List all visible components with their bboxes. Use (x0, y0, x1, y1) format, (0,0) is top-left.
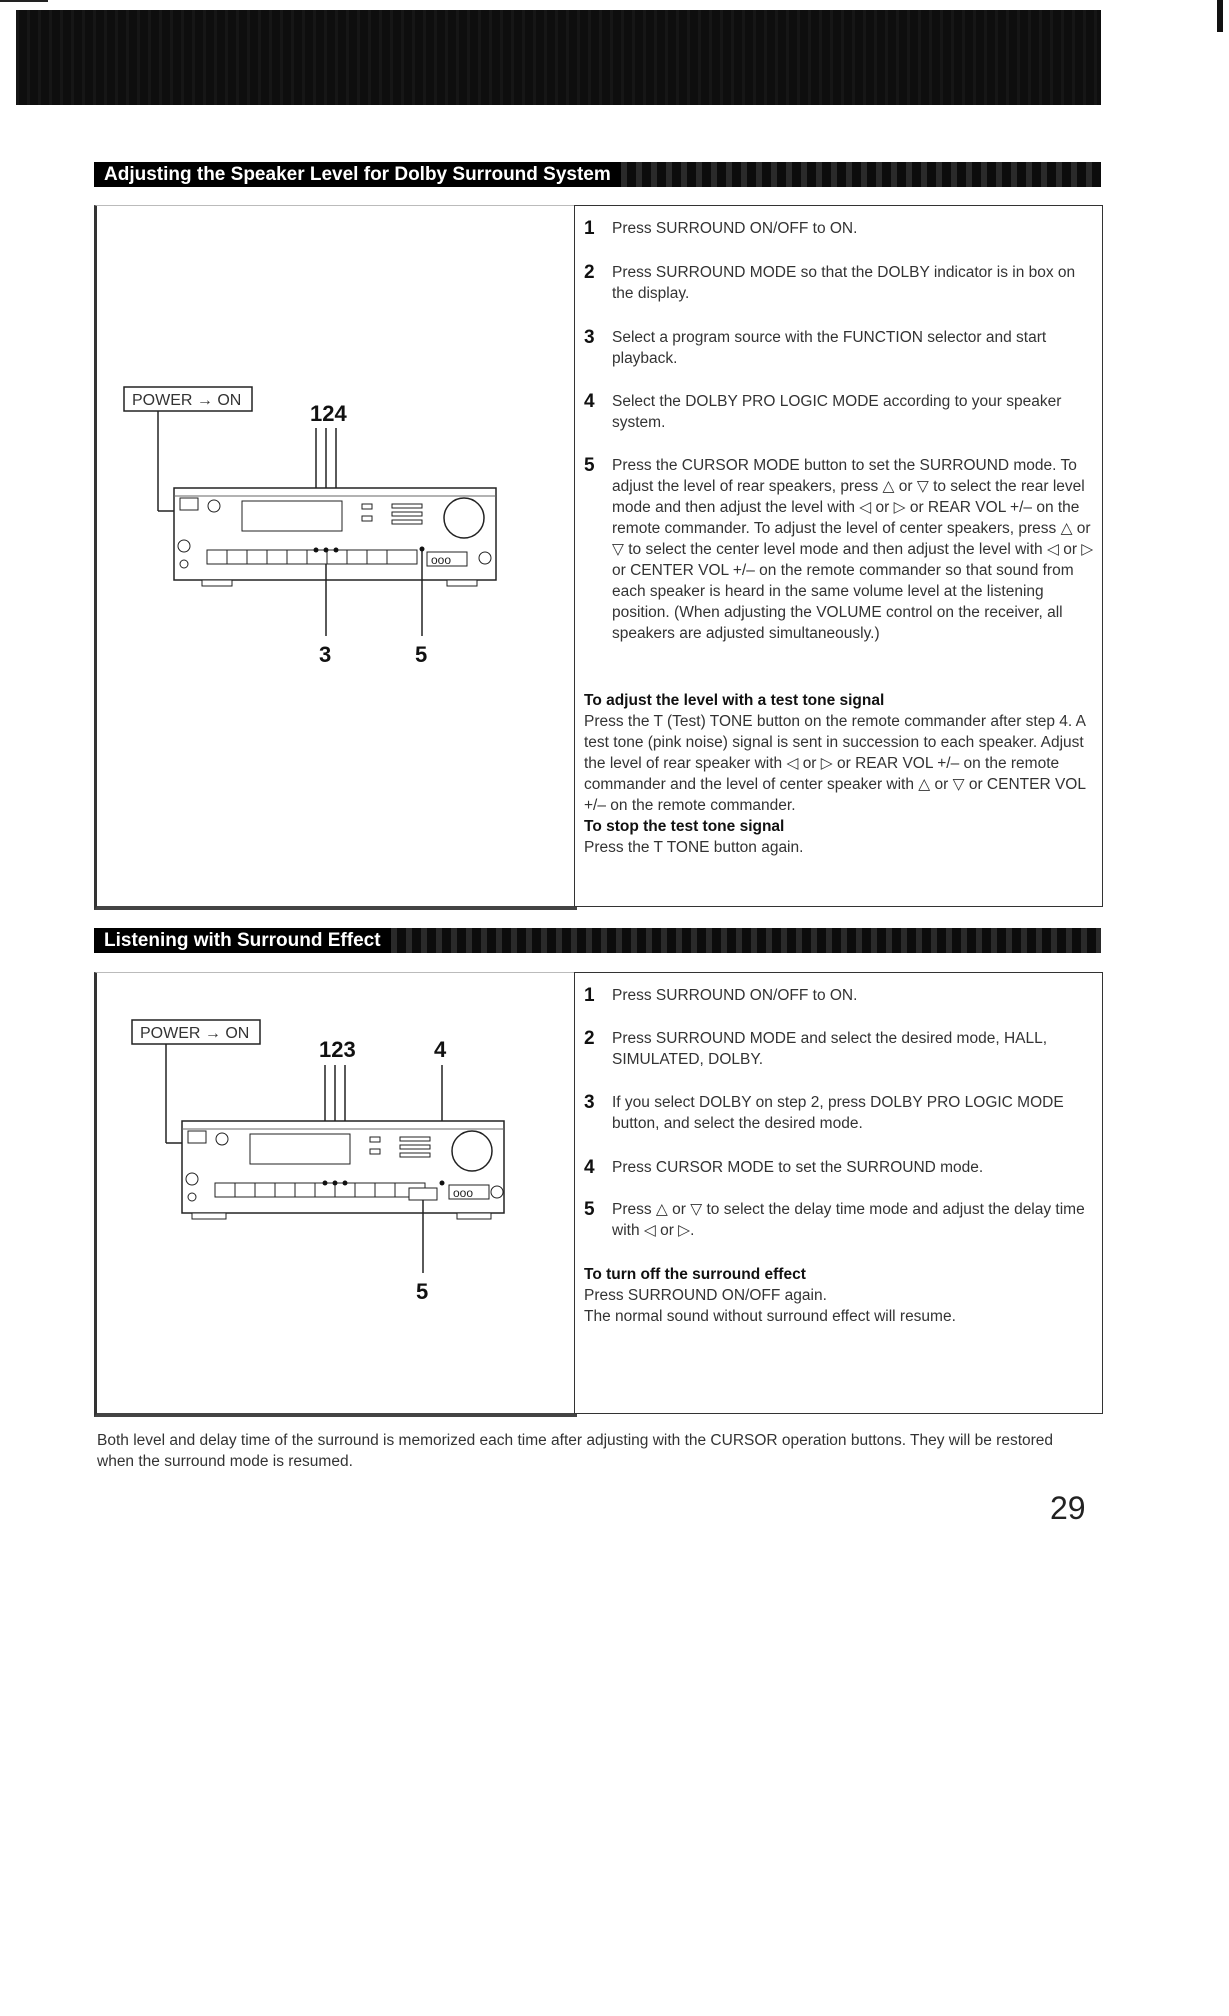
callout-dot (334, 548, 339, 553)
note-body: Press the T TONE button again. (584, 839, 804, 856)
step-number: 1 (584, 218, 595, 239)
cursor-glyphs: ooo (453, 1186, 474, 1200)
callout-123: 123 (319, 1037, 356, 1062)
power-button (188, 1131, 206, 1143)
callout-dot (420, 547, 425, 552)
section2-title: Listening with Surround Effect (94, 928, 391, 953)
callout-124: 124 (310, 401, 347, 426)
section2-receiver-diagram (97, 973, 577, 1413)
receiver-foot (457, 1213, 491, 1219)
section1-step-2 (584, 262, 1089, 304)
cursor-glyphs: ooo (431, 553, 452, 567)
callout-dot (343, 1181, 348, 1186)
corner-mark (1217, 0, 1223, 32)
note-body: Press SURROUND ON/OFF again. (584, 1287, 827, 1304)
section1-header-fill (621, 162, 1101, 187)
top-banner (16, 10, 1101, 105)
section2-step-3 (584, 1092, 1089, 1134)
section1-step-1 (584, 218, 1089, 239)
step-text: Press SURROUND ON/OFF to ON. (612, 220, 858, 237)
note-heading: To stop the test tone signal (584, 818, 785, 835)
step-text: Select the DOLBY PRO LOGIC MODE according to your speaker system. (612, 393, 1062, 431)
top-rule (0, 0, 48, 2)
step-text: Press SURROUND ON/OFF to ON. (612, 987, 858, 1004)
step-text: If you select DOLBY on step 2, press DOLBY PRO LOGIC MODE button, and select the desired mode. (612, 1094, 1064, 1132)
step-number: 5 (584, 455, 595, 476)
display-window (250, 1134, 350, 1164)
callout-dot (333, 1181, 338, 1186)
section1-step-5 (584, 455, 1094, 644)
section2-step-4 (584, 1157, 1089, 1178)
section1-title: Adjusting the Speaker Level for Dolby Surround System (94, 162, 621, 187)
power-label: POWER → ON (140, 1025, 250, 1042)
receiver-foot (192, 1213, 226, 1219)
display-window (242, 501, 342, 531)
callout-dot (314, 548, 319, 553)
cursor-mode-button (409, 1188, 437, 1200)
step-text: Press CURSOR MODE to set the SURROUND mode. (612, 1159, 984, 1176)
step-number: 2 (584, 1028, 595, 1049)
note-body-2: The normal sound without surround effect will resume. (584, 1308, 956, 1325)
section1-test-tone-note (584, 690, 1094, 858)
step-number: 1 (584, 985, 595, 1006)
section2-header (94, 928, 1101, 953)
step-number: 4 (584, 1157, 595, 1178)
receiver-foot (447, 580, 477, 586)
step-number: 3 (584, 327, 595, 348)
footer-note: Both level and delay time of the surround is memorized each time after adjusting with the CURSOR operation buttons. They will be restored when the surround mode is resumed. (97, 1432, 1054, 1470)
section2-turn-off-note (584, 1264, 1089, 1327)
step-text: Press △ or ▽ to select the delay time mode and adjust the delay time with ◁ or ▷. (612, 1201, 1085, 1239)
step-text: Select a program source with the FUNCTION selector and start playback. (612, 329, 1047, 367)
callout-4: 4 (434, 1037, 447, 1062)
step-number: 2 (584, 262, 595, 283)
callout-5: 5 (415, 642, 428, 667)
section1-receiver-diagram (97, 206, 577, 906)
section2-step-2 (584, 1028, 1089, 1070)
step-number: 5 (584, 1199, 595, 1220)
section2-step-1 (584, 985, 1089, 1006)
section2-header-fill (391, 928, 1101, 953)
callout-dot (324, 548, 329, 553)
note-heading: To turn off the surround effect (584, 1266, 806, 1283)
callout-5: 5 (416, 1279, 429, 1304)
power-label: POWER → ON (132, 392, 242, 409)
receiver-foot (202, 580, 232, 586)
section1-step-4 (584, 391, 1089, 433)
section1-diagram-panel (94, 205, 577, 910)
section2-diagram-panel (94, 972, 577, 1417)
note-body: Press the T (Test) TONE button on the remote commander after step 4. A test tone (pink noise) signal is sent in succession to each speaker. Adjust the level of rear speaker with ◁ or ▷ or REAR VOL +/– on the remote commander and the level of center speaker with △ or ▽ or CENTER VOL +/– on the remote commander. (584, 713, 1086, 814)
callout-dot (323, 1181, 328, 1186)
step-text: Press SURROUND MODE and select the desired mode, HALL, SIMULATED, DOLBY. (612, 1030, 1048, 1068)
section1-step-3 (584, 327, 1089, 369)
power-button (180, 498, 198, 510)
step-number: 4 (584, 391, 595, 412)
note-heading: To adjust the level with a test tone signal (584, 692, 885, 709)
step-text: Press the CURSOR MODE button to set the SURROUND mode. To adjust the level of rear speakers, press △ or ▽ to select the rear level mode and then adjust the level with ◁ or ▷ or REAR VOL +/– on the remote commander. To adjust the level of center speakers, press △ or ▽ to select the center level mode and then adjust the level with ◁ or ▷ or CENTER VOL +/– on the remote commander so that sound from each speaker is heard in the same volume level at the listening position. (When adjusting the VOLUME control on the receiver, all speakers are adjusted simultaneously.) (612, 457, 1094, 642)
step-text: Press SURROUND MODE so that the DOLBY indicator is in box on the display. (612, 264, 1076, 302)
callout-dot (440, 1181, 445, 1186)
page-number: 29 (1050, 1490, 1086, 1526)
section1-header (94, 162, 1101, 187)
callout-3: 3 (319, 642, 332, 667)
section2-step-5 (584, 1199, 1089, 1241)
step-number: 3 (584, 1092, 595, 1113)
